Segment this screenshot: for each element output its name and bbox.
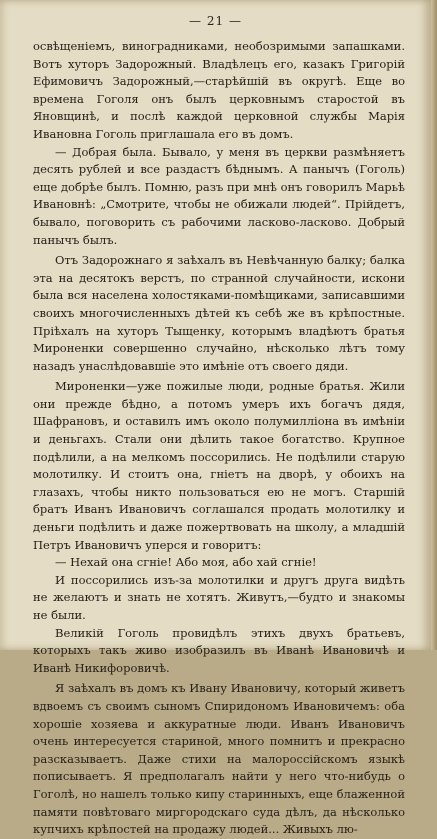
page-edge [431, 0, 437, 650]
paragraph: И поссорились изъ-за молотилки и другъ друга видѣть не желаютъ и знать не хотятъ. Живутъ,—будто и знакомы не были. [33, 572, 405, 622]
paragraph: Великій Гоголь провидѣлъ этихъ двухъ братьевъ, которыхъ такъ живо изобразилъ въ Иванѣ Ивановичѣ и Иванѣ Никифоровичѣ. [33, 625, 405, 675]
paragraph: освѣщеніемъ, виноградниками, необозримыми запашками. Вотъ хуторъ Задорожный. Владѣлецъ его, казакъ Григорій Ефимовичъ Задорожный,—старѣйшій въ округѣ. Еще во времена Гоголя онъ былъ церковнымъ старостой въ Яновщинѣ, и послѣ каждой церковной службы Марія Ивановна Гоголь приглашала его въ домъ. [33, 39, 405, 141]
paragraph: Отъ Задорожнаго я заѣхалъ въ Невѣчанную балку; балка эта на десятокъ верстъ, по странной случайности, искони была вся населена холостяками-помѣщиками, записавшими своихъ многочисленныхъ дѣтей къ себѣ же въ крѣпостные. Пріѣхалъ на хуторъ Тыщенку, которымъ владѣютъ братья Мироненки совершенно случайно, нѣсколько лѣтъ тому назадъ унаслѣдовавшіе это имѣніе отъ своего дяди. [33, 253, 405, 373]
page-number: — 21 — [189, 14, 242, 28]
body-text [33, 38, 405, 839]
paragraph: Мироненки—уже пожилые люди, родные братья. Жили они прежде бѣдно, а потомъ умеръ ихъ богачъ дядя, Шафрановъ, и оставилъ имъ около полумилліона въ имѣніи и деньгахъ. Стали они дѣлить такое богатство. Крупное подѣлили, а на мелкомъ поссорились. Не подѣлили старую молотилку. И стоитъ она, гніетъ на дворѣ, у обоихъ на глазахъ, чтобы никто пользоваться ею не могъ. Старшій братъ Иванъ Ивановичъ соглашался продать молотилку и деньги подѣлить и даже пожертвовать на школу, а младшій Петръ Ивановичъ уперся и говоритъ: [33, 379, 405, 552]
paragraph: Я заѣхалъ въ домъ къ Ивану Ивановичу, который живетъ вдвоемъ съ своимъ сыномъ Спиридономъ Ивановичемъ: оба хорошіе хозяева и аккуратные люди. Иванъ Ивановичъ очень интересуется стариной, много помнитъ и прекрасно разсказываетъ. Даже стихи на малороссійскомъ языкѣ пописываетъ. Я предполагалъ найти у него что-нибудь о Гоголѣ, но нашелъ только кипу старинныхъ, еще блаженной памяти повѣтоваго миргородскаго суда дѣлъ, да нѣсколько купчихъ крѣпостей на продажу людей... Живыхъ лю- [33, 681, 405, 837]
paragraph: — Добрая была. Бывало, у меня въ церкви размѣняетъ десять рублей и все раздастъ бѣднымъ. А панычъ (Гоголь) еще добрѣе былъ. Помню, разъ при мнѣ онъ говорилъ Марьѣ Ивановнѣ: „Смотрите, чтобы не обижали людей“. Прійдетъ, бывало, поговорить съ рабочими ласково-ласково. Добрый панычъ былъ. [33, 144, 405, 247]
paragraph: — Нехай она сгніе! Або моя, або хай сгніе! [55, 555, 317, 570]
